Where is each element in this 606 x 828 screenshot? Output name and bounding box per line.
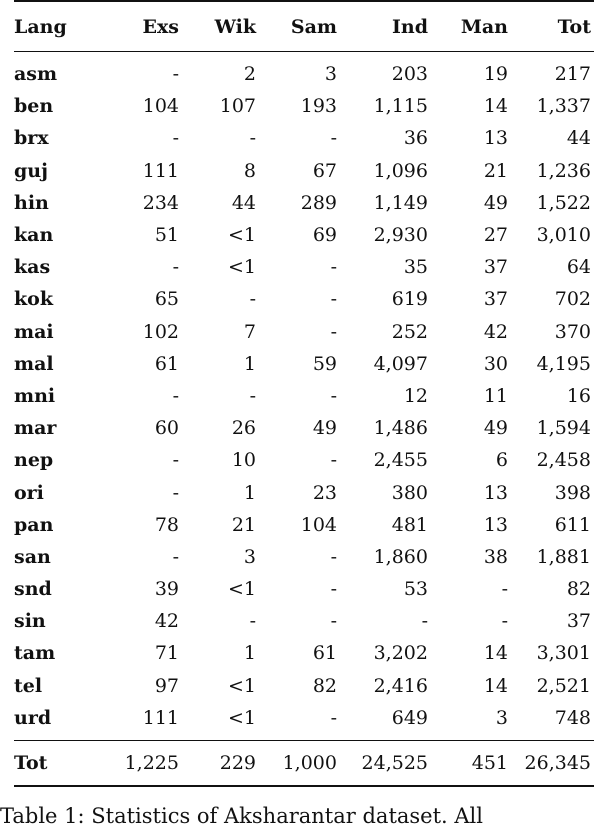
table-row (14, 283, 594, 315)
cell-man: 49 (483, 191, 508, 214)
cell-tot: 3,010 (536, 224, 591, 247)
cell-lang: mal (14, 352, 54, 375)
cell-wik: <1 (227, 578, 256, 601)
table-row (14, 573, 594, 605)
cell-ind: 619 (391, 288, 428, 311)
cell-lang: urd (14, 706, 52, 729)
cell-man: 11 (483, 384, 508, 407)
cell-tot: 702 (554, 288, 591, 311)
cell-wik: 21 (231, 513, 256, 536)
cell-ind: 649 (391, 706, 428, 729)
header-cell-sam: Sam (259, 1, 340, 52)
header-cell-ind: Ind (340, 1, 431, 52)
header-cell-exs: Exs (94, 1, 182, 52)
cell-wik: - (249, 288, 256, 311)
cell-sam: - (330, 449, 337, 472)
cell-sam: - (330, 610, 337, 633)
cell-man: 19 (483, 63, 508, 86)
cell-exs: 111 (142, 706, 179, 729)
total-cell-label: Tot (14, 740, 94, 786)
cell-tot: 16 (566, 384, 591, 407)
cell-lang: brx (14, 127, 49, 150)
cell-exs: 97 (154, 674, 179, 697)
cell-wik: 3 (243, 545, 256, 568)
cell-man: 38 (483, 545, 508, 568)
cell-ind: 35 (403, 256, 428, 279)
cell-wik: <1 (227, 674, 256, 697)
cell-exs: 71 (154, 642, 179, 665)
table-row (14, 637, 594, 669)
cell-lang: mni (14, 384, 56, 407)
cell-wik: 1 (243, 352, 256, 375)
cell-wik: - (249, 610, 256, 633)
cell-tot: 1,236 (536, 159, 591, 182)
cell-ind: 481 (391, 513, 428, 536)
cell-sam: 104 (300, 513, 337, 536)
cell-sam: 59 (312, 352, 337, 375)
total-cell-sam: 1,000 (259, 740, 340, 786)
table-row (14, 90, 594, 122)
cell-wik: <1 (227, 706, 256, 729)
cell-ind: 252 (391, 320, 428, 343)
table-row (14, 155, 594, 187)
cell-exs: 111 (142, 159, 179, 182)
header-cell-man: Man (431, 1, 511, 52)
cell-sam: - (330, 288, 337, 311)
cell-wik: <1 (227, 224, 256, 247)
table-row (14, 380, 594, 412)
cell-man: 13 (483, 513, 508, 536)
cell-exs: 65 (154, 288, 179, 311)
total-cell-man: 451 (431, 740, 511, 786)
cell-tot: 748 (554, 706, 591, 729)
cell-tot: 44 (566, 127, 591, 150)
cell-tot: 82 (566, 578, 591, 601)
cell-wik: - (249, 384, 256, 407)
cell-wik: - (249, 127, 256, 150)
cell-man: 37 (483, 288, 508, 311)
cell-lang: hin (14, 191, 49, 214)
cell-man: 14 (483, 95, 508, 118)
cell-lang: san (14, 545, 51, 568)
cell-man: - (501, 578, 508, 601)
cell-exs: - (172, 256, 179, 279)
cell-sam: - (330, 578, 337, 601)
cell-lang: tam (14, 642, 56, 665)
cell-exs: 78 (154, 513, 179, 536)
cell-tot: 1,337 (536, 95, 591, 118)
table-body (14, 52, 594, 741)
cell-sam: 3 (324, 63, 337, 86)
cell-man: 14 (483, 642, 508, 665)
table-row (14, 412, 594, 444)
cell-tot: 1,594 (536, 417, 591, 440)
statistics-table-container (14, 0, 594, 787)
cell-lang: nep (14, 449, 54, 472)
table-row (14, 541, 594, 573)
cell-exs: - (172, 63, 179, 86)
cell-ind: 380 (391, 481, 428, 504)
table-caption: Table 1: Statistics of Aksharantar dataset. All (0, 804, 483, 828)
cell-exs: - (172, 481, 179, 504)
cell-sam: 61 (312, 642, 337, 665)
cell-lang: sin (14, 610, 46, 633)
cell-wik: 1 (243, 642, 256, 665)
table-row (14, 251, 594, 283)
cell-lang: tel (14, 674, 43, 697)
table-total-section (14, 740, 594, 786)
cell-wik: 8 (243, 159, 256, 182)
cell-sam: - (330, 127, 337, 150)
cell-man: 42 (483, 320, 508, 343)
cell-exs: 51 (154, 224, 179, 247)
cell-tot: 2,458 (536, 449, 591, 472)
total-cell-wik: 229 (182, 740, 259, 786)
cell-sam: - (330, 545, 337, 568)
cell-sam: - (330, 706, 337, 729)
header-row (14, 1, 594, 52)
cell-lang: ben (14, 95, 54, 118)
cell-ind: 3,202 (373, 642, 428, 665)
cell-man: 30 (483, 352, 508, 375)
table-row (14, 444, 594, 476)
table-row (14, 122, 594, 154)
cell-tot: 2,521 (536, 674, 591, 697)
cell-exs: 102 (142, 320, 179, 343)
cell-man: 13 (483, 127, 508, 150)
cell-exs: 39 (154, 578, 179, 601)
cell-tot: 64 (566, 256, 591, 279)
cell-sam: 49 (312, 417, 337, 440)
cell-wik: 7 (243, 320, 256, 343)
cell-tot: 1,881 (536, 545, 591, 568)
cell-lang: mar (14, 417, 57, 440)
cell-sam: - (330, 256, 337, 279)
cell-sam: 289 (300, 191, 337, 214)
cell-man: 37 (483, 256, 508, 279)
cell-ind: 2,930 (373, 224, 428, 247)
cell-ind: 203 (391, 63, 428, 86)
cell-lang: ori (14, 481, 44, 504)
cell-tot: 3,301 (536, 642, 591, 665)
cell-exs: - (172, 545, 179, 568)
cell-ind: 36 (403, 127, 428, 150)
cell-ind: 4,097 (373, 352, 428, 375)
cell-ind: 2,416 (373, 674, 428, 697)
cell-lang: kok (14, 288, 54, 311)
table-row (14, 702, 594, 741)
cell-wik: <1 (227, 256, 256, 279)
table-row (14, 348, 594, 380)
cell-ind: 1,486 (373, 417, 428, 440)
cell-lang: snd (14, 578, 52, 601)
cell-wik: 2 (243, 63, 256, 86)
cell-lang: guj (14, 159, 48, 182)
cell-sam: 67 (312, 159, 337, 182)
cell-exs: 234 (142, 191, 179, 214)
cell-man: 13 (483, 481, 508, 504)
cell-sam: 82 (312, 674, 337, 697)
cell-tot: 4,195 (536, 352, 591, 375)
cell-tot: 1,522 (536, 191, 591, 214)
total-row (14, 740, 594, 786)
cell-tot: 37 (566, 610, 591, 633)
cell-wik: 1 (243, 481, 256, 504)
cell-man: 3 (495, 706, 508, 729)
header-cell-lang: Lang (14, 1, 94, 52)
cell-tot: 217 (554, 63, 591, 86)
table-row (14, 187, 594, 219)
table-row (14, 52, 594, 91)
cell-ind: 1,115 (373, 95, 428, 118)
table-row (14, 476, 594, 508)
cell-ind: 1,096 (373, 159, 428, 182)
header-cell-wik: Wik (182, 1, 259, 52)
cell-man: - (501, 610, 508, 633)
cell-man: 27 (483, 224, 508, 247)
total-cell-exs: 1,225 (94, 740, 182, 786)
cell-wik: 44 (231, 191, 256, 214)
total-cell-tot: 26,345 (511, 740, 594, 786)
cell-sam: 69 (312, 224, 337, 247)
cell-sam: 23 (312, 481, 337, 504)
cell-exs: - (172, 449, 179, 472)
cell-man: 21 (483, 159, 508, 182)
table-row (14, 509, 594, 541)
table-header (14, 1, 594, 52)
cell-sam: 193 (300, 95, 337, 118)
cell-wik: 26 (231, 417, 256, 440)
cell-ind: 53 (403, 578, 428, 601)
cell-man: 49 (483, 417, 508, 440)
cell-exs: 60 (154, 417, 179, 440)
cell-ind: 1,149 (373, 191, 428, 214)
cell-ind: - (421, 610, 428, 633)
cell-sam: - (330, 320, 337, 343)
cell-wik: 10 (231, 449, 256, 472)
cell-exs: - (172, 384, 179, 407)
table-row (14, 670, 594, 702)
cell-wik: 107 (219, 95, 256, 118)
cell-lang: asm (14, 63, 58, 86)
statistics-table (14, 0, 594, 787)
table-row (14, 219, 594, 251)
cell-exs: 61 (154, 352, 179, 375)
cell-lang: mai (14, 320, 54, 343)
cell-ind: 1,860 (373, 545, 428, 568)
cell-lang: pan (14, 513, 54, 536)
cell-ind: 12 (403, 384, 428, 407)
cell-tot: 398 (554, 481, 591, 504)
cell-exs: 42 (154, 610, 179, 633)
cell-man: 14 (483, 674, 508, 697)
table-row (14, 605, 594, 637)
total-cell-ind: 24,525 (340, 740, 431, 786)
cell-tot: 611 (554, 513, 591, 536)
cell-lang: kan (14, 224, 54, 247)
table-row (14, 316, 594, 348)
cell-exs: 104 (142, 95, 179, 118)
header-cell-tot: Tot (511, 1, 594, 52)
cell-sam: - (330, 384, 337, 407)
cell-exs: - (172, 127, 179, 150)
cell-tot: 370 (554, 320, 591, 343)
cell-ind: 2,455 (373, 449, 428, 472)
cell-lang: kas (14, 256, 51, 279)
cell-man: 6 (495, 449, 508, 472)
